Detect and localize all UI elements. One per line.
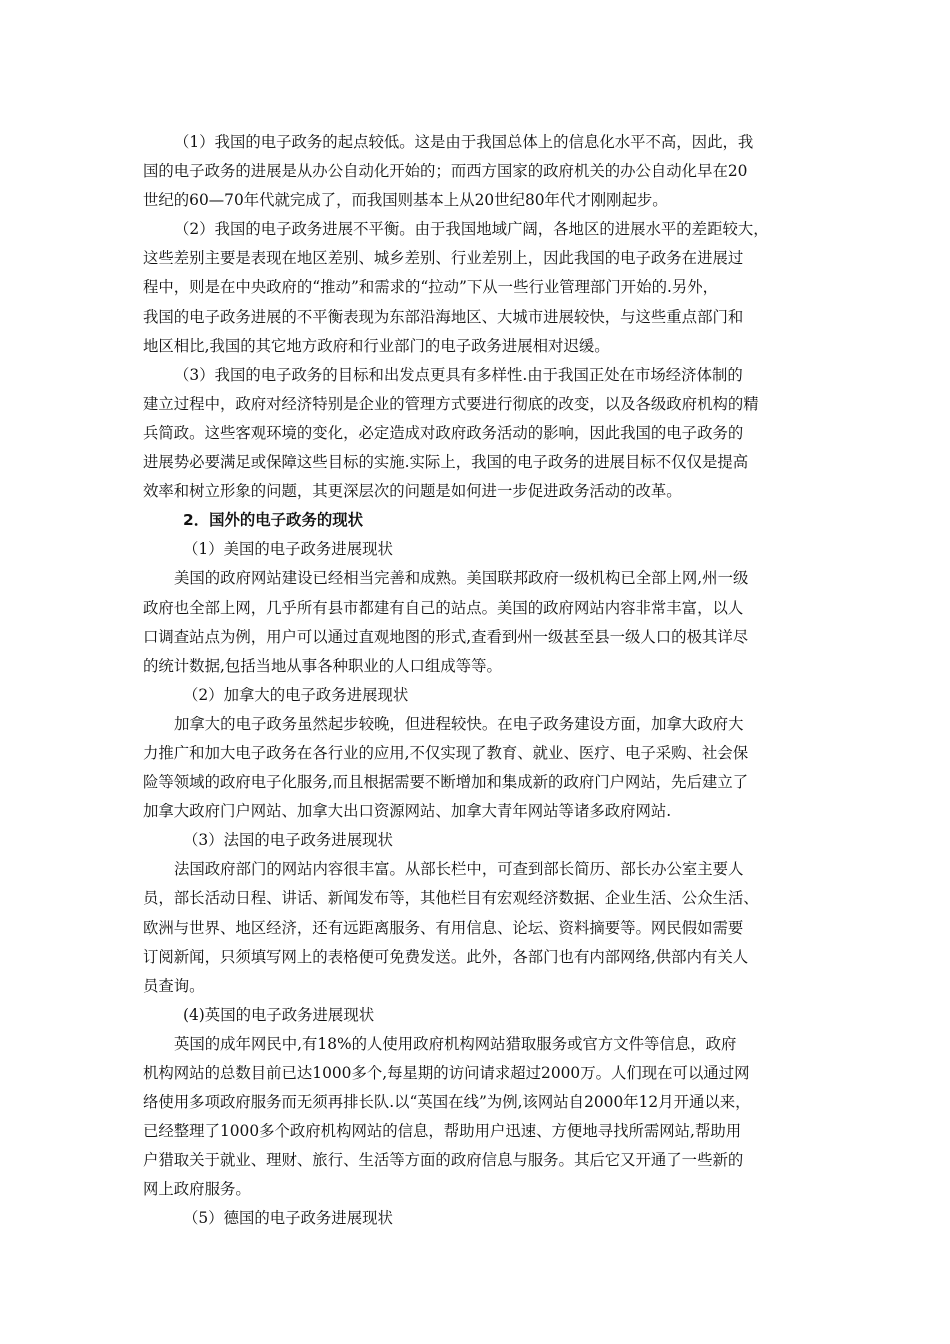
text-line: 2．国外的电子政务的现状 <box>183 511 364 530</box>
text-line: （3）法国的电子政务进展现状 <box>183 831 393 850</box>
text-line: 英国的成年网民中,有18%的人使用政府机构网站猎取服务或官方文件等信息，政府 <box>174 1034 737 1053</box>
text-line: 网上政府服务。 <box>143 1180 251 1199</box>
text-line: 加拿大政府门户网站、加拿大出口资源网站、加拿大青年网站等诸多政府网站. <box>143 802 672 821</box>
text-line: 员，部长活动日程、讲话、新闻发布等，其他栏目有宏观经济数据、企业生活、公众生活、 <box>143 889 759 908</box>
subsection-title <box>143 1001 808 1030</box>
paragraph <box>143 710 808 826</box>
text-line: （1）美国的电子政务进展现状 <box>183 540 393 559</box>
text-line: 世纪的60—70年代就完成了，而我国则基本上从20世纪80年代才刚刚起步。 <box>143 191 668 210</box>
text-line: 力推广和加大电子政务在各行业的应用,不仅实现了教育、就业、医疗、电子采购、社会保 <box>143 743 749 762</box>
subsection-title <box>143 826 808 855</box>
subsection-title <box>143 535 808 564</box>
text-line: 口调查站点为例，用户可以通过直观地图的形式,查看到州一级甚至县一级人口的极其详尽 <box>143 627 749 646</box>
paragraph <box>143 564 808 680</box>
text-line: 加拿大的电子政务虽然起步较晚，但进程较快。在电子政务建设方面，加拿大政府大 <box>174 714 744 733</box>
paragraph <box>143 215 808 360</box>
text-line: （3）我国的电子政务的目标和出发点更具有多样性.由于我国正处在市场经济体制的 <box>174 365 743 384</box>
paragraph <box>143 128 808 215</box>
text-line: 程中，则是在中央政府的“推动”和需求的“拉动”下从一些行业管理部门开始的.另外， <box>143 278 719 297</box>
text-line: 政府也全部上网，几乎所有县市都建有自己的站点。美国的政府网站内容非常丰富，以人 <box>143 598 744 617</box>
text-line: （2）加拿大的电子政务进展现状 <box>183 685 409 704</box>
text-line: 效率和树立形象的问题，其更深层次的问题是如何进一步促进政务活动的改革。 <box>143 482 682 501</box>
subsection-title <box>143 681 808 710</box>
text-line: (4)英国的电子政务进展现状 <box>183 1005 375 1024</box>
text-line: 进展势必要满足或保障这些目标的实施.实际上，我国的电子政务的进展目标不仅仅是提高 <box>143 453 749 472</box>
section-heading <box>143 506 808 535</box>
text-line: （1）我国的电子政务的起点较低。这是由于我国总体上的信息化水平不高，因此，我 <box>174 133 754 151</box>
text-line: 建立过程中，政府对经济特别是企业的管理方式要进行彻底的改变，以及各级政府机构的精 <box>143 394 759 413</box>
text-line: （2）我国的电子政务进展不平衡。由于我国地域广阔，各地区的进展水平的差距较大， <box>174 220 769 239</box>
paragraph <box>143 1030 808 1205</box>
paragraph <box>143 361 808 506</box>
text-line: 订阅新闻，只须填写网上的表格便可免费发送。此外，各部门也有内部网络,供部内有关人 <box>143 947 749 966</box>
text-line: （5）德国的电子政务进展现状 <box>183 1209 393 1228</box>
text-line: 已经整理了1000多个政府机构网站的信息，帮助用户迅速、方便地寻找所需网站,帮助用 <box>143 1122 742 1141</box>
text-line: 欧洲与世界、地区经济，还有远距离服务、有用信息、论坛、资料摘要等。网民假如需要 <box>143 918 744 937</box>
text-line: 险等领域的政府电子化服务,而且根据需要不断增加和集成新的政府门户网站，先后建立了 <box>143 773 749 792</box>
text-line: 户猎取关于就业、理财、旅行、生活等方面的政府信息与服务。其后它又开通了一些新的 <box>143 1151 744 1170</box>
text-line: 络使用多项政府服务而无须再排长队.以“英国在线”为例,该网站自2000年12月开通以来， <box>143 1093 751 1112</box>
paragraph <box>143 855 808 1000</box>
document-page <box>143 128 808 1234</box>
text-line: 员查询。 <box>143 976 205 995</box>
text-line: 国的电子政务的进展是从办公自动化开始的；而西方国家的政府机关的办公自动化早在20 <box>143 162 748 181</box>
text-line: 兵简政。这些客观环境的变化，必定造成对政府政务活动的影响，因此我国的电子政务的 <box>143 423 744 442</box>
subsection-title <box>143 1204 808 1233</box>
text-line: 的统计数据,包括当地从事各种职业的人口组成等等。 <box>143 656 502 675</box>
text-line: 地区相比,我国的其它地方政府和行业部门的电子政务进展相对迟缓。 <box>143 336 610 355</box>
text-line: 法国政府部门的网站内容很丰富。从部长栏中，可查到部长简历、部长办公室主要人 <box>174 860 744 879</box>
text-line: 美国的政府网站建设已经相当完善和成熟。美国联邦政府一级机构已全部上网,州一级 <box>174 569 749 588</box>
text-line: 我国的电子政务进展的不平衡表现为东部沿海地区、大城市进展较快，与这些重点部门和 <box>143 307 744 326</box>
text-line: 这些差别主要是表现在地区差别、城乡差别、行业差别上，因此我国的电子政务在进展过 <box>143 249 744 268</box>
text-line: 机构网站的总数目前已达1000多个,每星期的访问请求超过2000万。人们现在可以通过网 <box>143 1064 750 1082</box>
